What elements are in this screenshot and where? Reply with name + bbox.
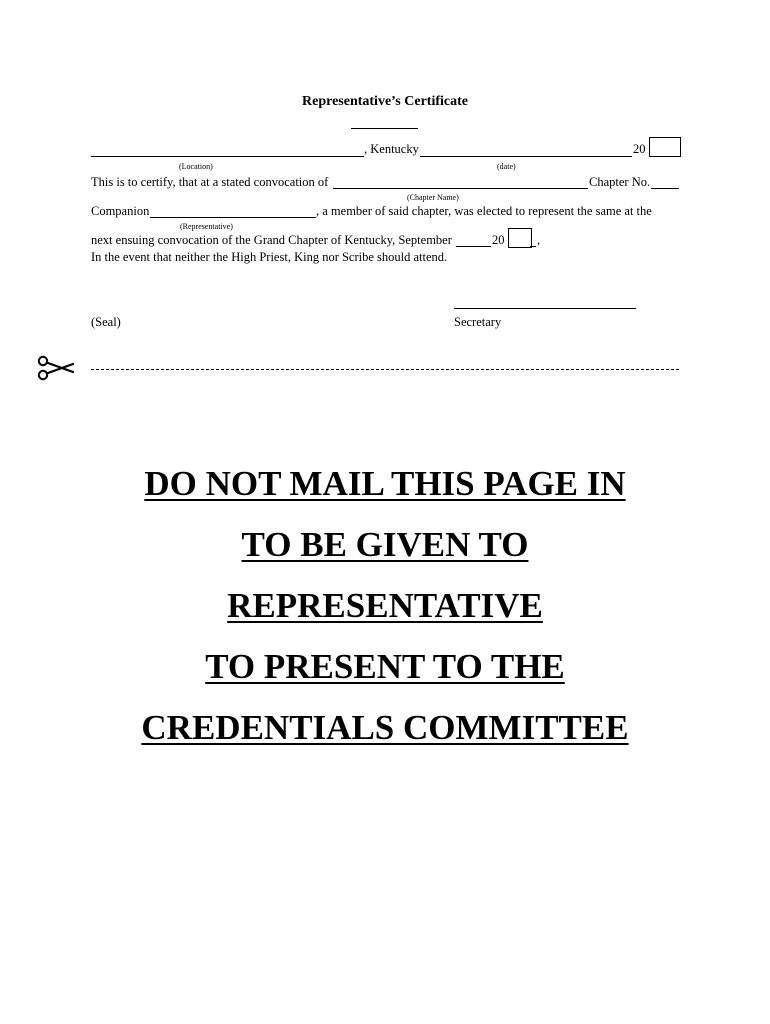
september-day-field[interactable] — [456, 246, 491, 247]
location-field[interactable] — [91, 156, 364, 157]
date-caption: (date) — [497, 162, 516, 171]
chapter-name-caption: (Chapter Name) — [407, 193, 459, 202]
year-prefix-1: 20 — [633, 142, 646, 156]
chapter-no-label: Chapter No. — [589, 175, 651, 189]
attendance-text: In the event that neither the High Priest, King nor Scribe should attend. — [91, 250, 448, 264]
chapter-no-field[interactable] — [651, 188, 679, 189]
certificate-title: Representative’s Certificate — [302, 94, 468, 109]
chapter-name-field[interactable] — [333, 188, 588, 189]
representative-caption: (Representative) — [180, 222, 233, 231]
certify-text: This is to certify, that at a stated convocation of — [91, 175, 329, 189]
trailing-comma: , — [537, 233, 541, 247]
notice-line-5: CREDENTIALS COMMITTEE — [141, 708, 629, 747]
notice-line-1: DO NOT MAIL THIS PAGE IN — [144, 464, 626, 503]
location-caption: (Location) — [179, 162, 213, 171]
year-prefix-2: 20 — [492, 233, 505, 247]
companion-label: Companion — [91, 204, 150, 218]
convocation-text: next ensuing convocation of the Grand Chapter of Kentucky, September — [91, 233, 452, 247]
year-box-1[interactable] — [649, 137, 681, 157]
title-underline — [351, 128, 418, 129]
year-box-2[interactable] — [508, 228, 532, 248]
scissors-icon — [36, 355, 74, 381]
notice-line-4: TO PRESENT TO THE — [205, 647, 565, 686]
representative-field[interactable] — [150, 217, 316, 218]
secretary-signature-line[interactable] — [454, 308, 636, 309]
year-box-2-tail — [530, 246, 536, 247]
secretary-label: Secretary — [454, 315, 502, 329]
notice-line-3: REPRESENTATIVE — [227, 586, 543, 625]
notice-line-2: TO BE GIVEN TO — [241, 525, 529, 564]
kentucky-label: , Kentucky — [364, 142, 419, 156]
seal-label: (Seal) — [91, 315, 121, 329]
cut-here-dashed-line — [91, 369, 679, 370]
date-field[interactable] — [420, 156, 632, 157]
elected-text: , a member of said chapter, was elected to represent the same at the — [316, 204, 652, 218]
